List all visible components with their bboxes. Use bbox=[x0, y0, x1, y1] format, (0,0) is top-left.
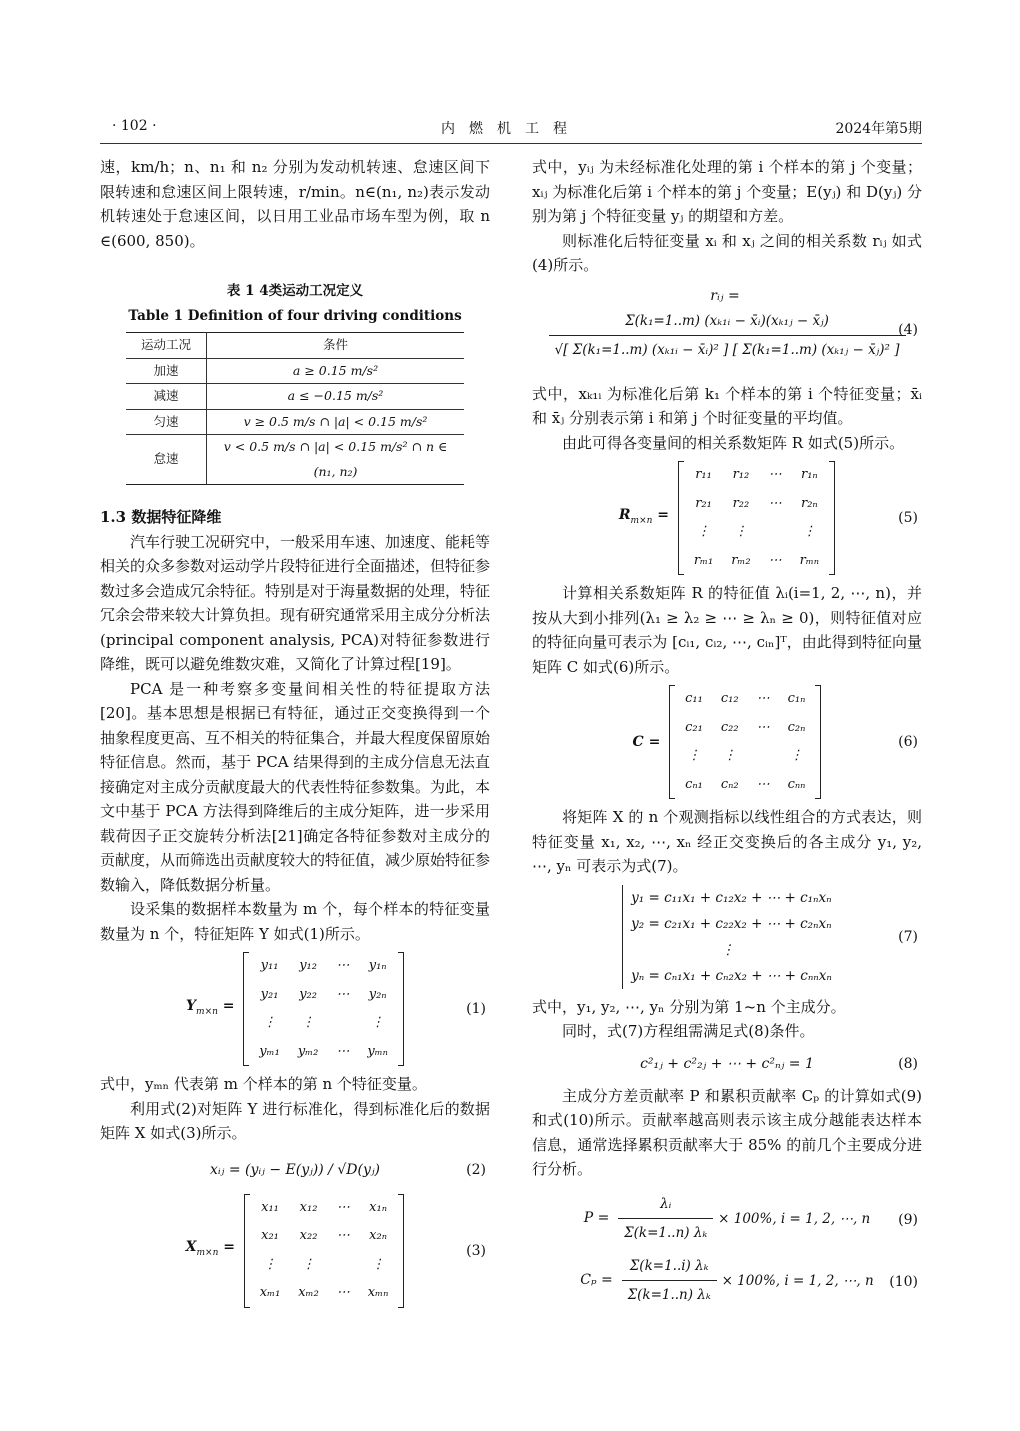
matrix-lhs: $Y_{m\times n}$ = bbox=[186, 997, 235, 1017]
table-cell: 加速 bbox=[126, 358, 207, 384]
matrix-c: c₁₁ c₁₂ ⋯ c₁ₙ c₂₁ c₂₂ ⋯ c₂ₙ ⋮ ⋮ ⋮ cₙ₁ cₙ₂ ⋯ cₙₙ bbox=[669, 685, 821, 799]
equation-number: (5) bbox=[898, 510, 918, 526]
section-heading: 1.3 数据特征降维 bbox=[100, 508, 222, 526]
fraction: $\frac{\text{Σ(k₁=1..m) (xₖ₁ᵢ − x̄ᵢ)(xₖ₁ⱼ − x̄ⱼ)}}{\text{√[ Σ(k₁=1..m) (xₖ₁ᵢ − x̄ᵢ)² ] [ Σ(k₁=1..m) (xₖ₁ⱼ − x̄ⱼ)² ]}}$ bbox=[549, 309, 906, 363]
equation-3 bbox=[100, 1194, 490, 1308]
right-column bbox=[532, 155, 922, 1316]
equation-7 bbox=[532, 885, 922, 989]
equation-number: (10) bbox=[889, 1273, 918, 1290]
table-row bbox=[126, 384, 464, 410]
table-header-cell: 条件 bbox=[207, 333, 465, 359]
equation-10: Cₚ = $\frac{\text{Σ(k=1..i) λₖ}}{\text{Σ(k=1..n) λₖ}}$ × 100%, i = 1, 2, ⋯, n (10) bbox=[532, 1254, 922, 1310]
condition-table bbox=[126, 332, 464, 485]
equation-number: (1) bbox=[466, 1001, 486, 1017]
matrix-lhs: $R_{m\times n}$ = bbox=[618, 506, 670, 526]
issue-label: 2024年第5期 bbox=[835, 121, 922, 137]
fraction: $\frac{\text{Σ(k=1..i) λₖ}}{\text{Σ(k=1..n) λₖ}}$ bbox=[622, 1254, 717, 1308]
table-header-row bbox=[126, 333, 464, 359]
paragraph: 计算相关系数矩阵 R 的特征值 λᵢ(i=1, 2, ⋯, n)，并按从大到小排列(λ₁ ≥ λ₂ ≥ ⋯ ≥ λₙ ≥ 0)，则特征值对应的特征向量可表示为 [cᵢ₁, cᵢ₂, ⋯, cᵢₙ]ᵀ，由此得到特征向量矩阵 C 如式(6)所示。 bbox=[532, 584, 923, 676]
page-number: · 102 · bbox=[112, 118, 157, 134]
matrix-lhs: C = bbox=[632, 733, 661, 750]
equation-number: (7) bbox=[898, 928, 918, 945]
paragraph: 式中，xₖ₁ᵢ 为标准化后第 k₁ 个样本的第 i 个特征变量；x̄ᵢ 和 x̄ⱼ 分别表示第 i 和第 j 个时征变量的平均值。 bbox=[532, 384, 922, 427]
running-header bbox=[100, 118, 922, 140]
table-caption-cn: 表 1 4类运动工况定义 bbox=[226, 283, 364, 299]
table-cell: a ≤ −0.15 m/s² bbox=[207, 384, 465, 410]
equation-5 bbox=[532, 461, 922, 575]
paragraph: 利用式(2)对矩阵 Y 进行标准化，得到标准化后的数据矩阵 X 如式(3)所示。 bbox=[100, 1099, 490, 1142]
table-cell: 匀速 bbox=[126, 409, 207, 435]
matrix-x: x₁₁ x₁₂ ⋯ x₁ₙ x₂₁ x₂₂ ⋯ x₂ₙ ⋮ ⋮ ⋮ xₘ₁ xₘ₂ ⋯ xₘₙ bbox=[244, 1194, 405, 1308]
equation-number: (6) bbox=[898, 734, 918, 750]
equation-system: y₁ = c₁₁x₁ + c₁₂x₂ + ⋯ + c₁ₙxₙ y₂ = c₂₁x₁ + c₂₂x₂ + ⋯ + c₂ₙxₙ ⋮ yₙ = cₙ₁x₁ + cₙ₂x₂ + ⋯ + cₙₙxₙ bbox=[622, 885, 832, 989]
left-column bbox=[100, 155, 490, 1314]
header-rule bbox=[100, 143, 922, 144]
matrix-y: y₁₁ y₁₂ ⋯ y₁ₙ y₂₁ y₂₂ ⋯ y₂ₙ ⋮ ⋮ ⋮ yₘ₁ yₘ₂ ⋯ yₘₙ bbox=[243, 952, 404, 1066]
paragraph: 则标准化后特征变量 xᵢ 和 xⱼ 之间的相关系数 rᵢⱼ 如式(4)所示。 bbox=[532, 231, 922, 274]
table-row bbox=[126, 409, 464, 435]
equation-number: (2) bbox=[466, 1161, 486, 1178]
equation-6 bbox=[532, 685, 922, 799]
paragraph: 设采集的数据样本数量为 m 个，每个样本的特征变量数量为 n 个，特征矩阵 Y 如式(1)所示。 bbox=[100, 900, 490, 943]
table-cell: 怠速 bbox=[126, 435, 207, 485]
equation-number: (9) bbox=[898, 1211, 918, 1228]
table-cell: v ≥ 0.5 m/s ∩ |a| < 0.15 m/s² bbox=[207, 409, 465, 435]
paragraph: 主成分方差贡献率 P 和累积贡献率 Cₚ 的计算如式(9)和式(10)所示。贡献率越高则表示该主成分越能表达样本信息，通常选择累积贡献率大于 85% 的前几个主要成分进行分析。 bbox=[532, 1086, 922, 1178]
table-cell: v < 0.5 m/s ∩ |a| < 0.15 m/s² ∩ n ∈ (n₁, n₂) bbox=[207, 435, 465, 485]
table-header-cell: 运动工况 bbox=[126, 333, 207, 359]
equation-8: c²₁ⱼ + c²₂ⱼ + ⋯ + c²ₙⱼ = 1 (8) bbox=[532, 1052, 922, 1076]
equation-9: P = $\frac{\text{λᵢ}}{\text{Σ(k=1..n) λₖ}}$ × 100%, i = 1, 2, ⋯, n (9) bbox=[532, 1192, 922, 1248]
table-cell: 减速 bbox=[126, 384, 207, 410]
paragraph: 将矩阵 X 的 n 个观测指标以线性组合的方式表达，则特征变量 x₁, x₂, ⋯, xₙ 经正交变换后的各主成分 y₁, y₂, ⋯, yₙ 可表示为式(7)。 bbox=[532, 808, 922, 875]
table-caption-en: Table 1 Definition of four driving conditions bbox=[128, 307, 462, 324]
equation-1 bbox=[100, 952, 490, 1066]
table-cell: a ≥ 0.15 m/s² bbox=[207, 358, 465, 384]
equation-2: xᵢⱼ = (yᵢⱼ − E(yⱼ)) / √D(yⱼ) (2) bbox=[100, 1158, 490, 1182]
matrix-r: r₁₁ r₁₂ ⋯ r₁ₙ r₂₁ r₂₂ ⋯ r₂ₙ ⋮ ⋮ ⋮ rₘ₁ rₘ₂ ⋯ rₘₙ bbox=[678, 461, 835, 575]
table-row bbox=[126, 358, 464, 384]
equation-number: (4) bbox=[898, 321, 918, 338]
paragraph: 汽车行驶工况研究中，一般采用车速、加速度、能耗等相关的众多参数对运动学片段特征进行全面描述，但特征参数过多会造成冗余特征。特别是对于海量数据的处理，特征冗余会带来较大计算负担。现有研究通常采用主成分分析法(principal component analysis, PCA)对特征参数进行降维，既可以避免维数灾难，又简化了计算过程[19]。 bbox=[100, 532, 491, 673]
equation-number: (8) bbox=[898, 1055, 918, 1072]
journal-title: 内燃机工程 bbox=[441, 121, 581, 137]
paragraph: 式中，y₁, y₂, ⋯, yₙ 分别为第 1~n 个主成分。 bbox=[532, 997, 846, 1016]
fraction: $\frac{\text{λᵢ}}{\text{Σ(k=1..n) λₖ}}$ bbox=[618, 1192, 713, 1246]
paragraph: 式中，yᵢⱼ 为未经标准化处理的第 i 个样本的第 j 个变量；xᵢⱼ 为标准化后第 i 个样本的第 j 个变量；E(yⱼ) 和 D(yⱼ) 分别为第 j 个特征变量 yⱼ 的期望和方差。 bbox=[532, 158, 922, 225]
equation-number: (3) bbox=[466, 1242, 486, 1259]
paragraph: 由此可得各变量间的相关系数矩阵 R 如式(5)所示。 bbox=[562, 433, 905, 452]
paragraph: 同时，式(7)方程组需满足式(8)条件。 bbox=[562, 1022, 815, 1040]
paragraph: PCA 是一种考察多变量间相关性的特征提取方法[20]。基本思想是根据已有特征，通过正交变换得到一个抽象程度更高、互不相关的特征集合，并最大程度保留原始特征信息。然而，基于 PCA 结果得到的主成分信息无法直接确定对主成分贡献度最大的代表性特征参数集。为此，本文中基于 PCA 方法得到降维后的主成分矩阵，进一步采用载荷因子正交旋转分析法[21]确定各特征参数对主成分的贡献度，从而筛选出贡献度较大的特征值，减少原始特征参数输入，降低数据分析量。 bbox=[100, 679, 491, 894]
paragraph: 式中，yₘₙ 代表第 m 个样本的第 n 个特征变量。 bbox=[100, 1075, 427, 1093]
table-row bbox=[126, 435, 464, 485]
matrix-lhs: $X_{m\times n}$ = bbox=[185, 1239, 235, 1259]
paragraph: 速，km/h；n、n₁ 和 n₂ 分别为发动机转速、怠速区间下限转速和怠速区间上限转速，r/min。n∈(n₁, n₂)表示发动机转速处于怠速区间，以日用工业品市场车型为例，取 n ∈(600, 850)。 bbox=[100, 158, 490, 250]
equation-4: rᵢⱼ = $\frac{\text{Σ(k₁=1..m) (xₖ₁ᵢ − x̄ᵢ)(xₖ₁ⱼ − x̄ⱼ)}}{\text{√[ Σ(k₁=1..m) (xₖ₁ᵢ − x̄ᵢ)² ] [ Σ(k₁=1..m) (xₖ₁ⱼ − x̄ⱼ)² ]}}$ (4) bbox=[532, 284, 922, 376]
